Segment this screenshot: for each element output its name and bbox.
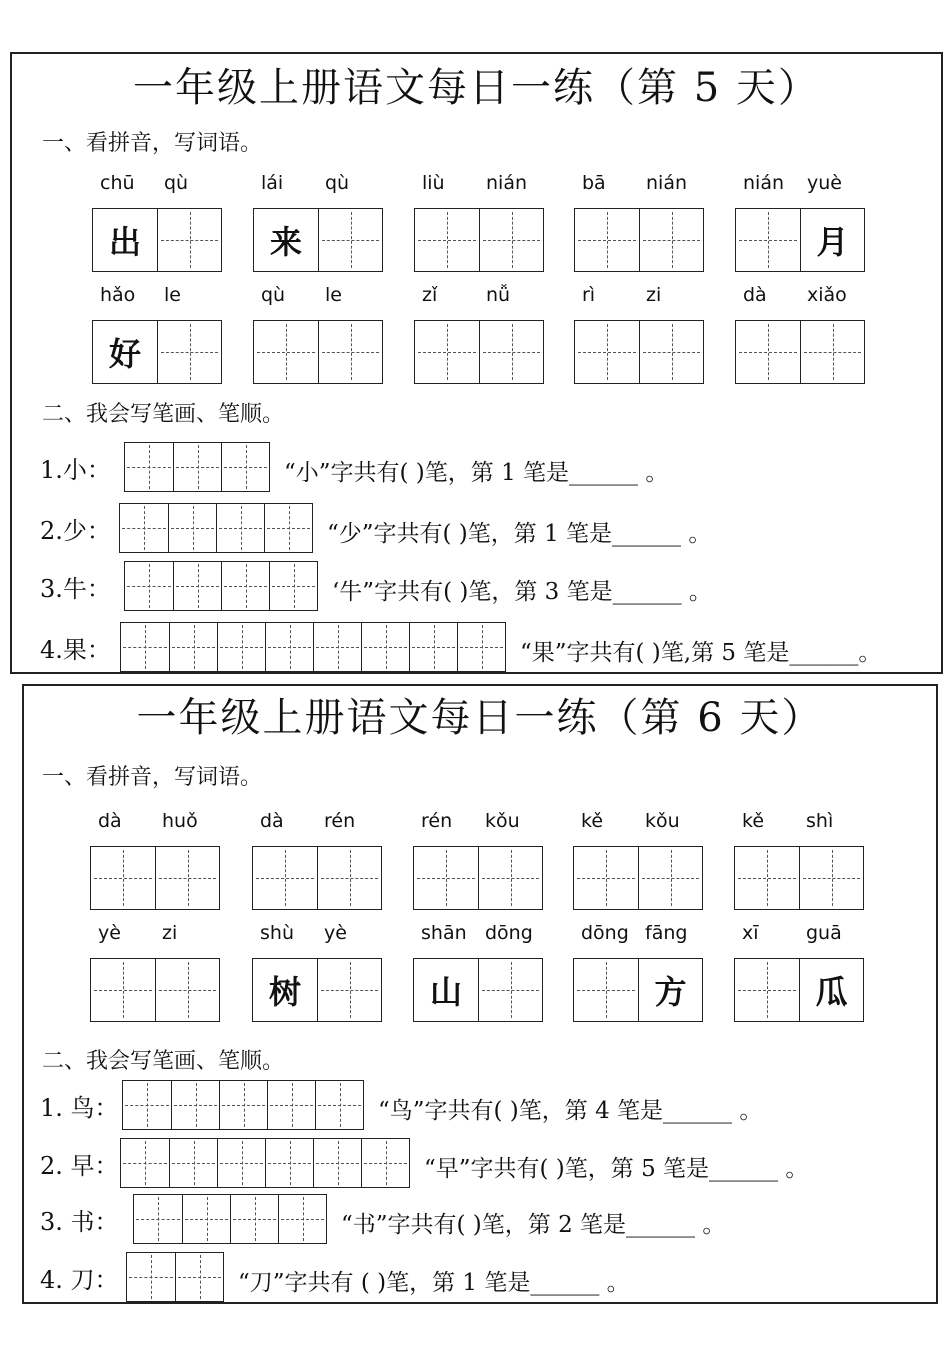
tianzige-cell[interactable] <box>799 847 863 909</box>
pinyin-syllable: dōng <box>485 922 533 944</box>
given-character <box>158 209 221 271</box>
stroke-question-text: ‘牛”字共有( )笔，第 3 笔是______ 。 <box>332 579 712 605</box>
given-character <box>319 321 382 383</box>
worksheet-title: 一年级上册语文每日一练（第 5 天） <box>133 65 820 111</box>
stroke-question-text: “少”字共有( )笔，第 1 笔是______ 。 <box>327 521 712 547</box>
stroke-cell[interactable] <box>216 504 264 552</box>
stroke-item-label: 4.果： <box>40 636 111 664</box>
tianzige-answer-box[interactable] <box>735 208 865 272</box>
worksheet-title: 一年级上册语文每日一练（第 6 天） <box>136 695 824 741</box>
stroke-cell[interactable] <box>269 562 317 610</box>
stroke-item-label: 3.牛： <box>40 575 111 603</box>
tianzige-cell[interactable] <box>479 209 543 271</box>
tianzige-cell[interactable] <box>254 321 318 383</box>
tianzige-cell[interactable] <box>736 209 800 271</box>
pinyin-syllable: zǐ <box>422 284 438 306</box>
given-character <box>735 847 799 909</box>
section-strokes-heading: 二、我会写笔画、笔顺。 <box>42 402 285 427</box>
pinyin-syllable: nián <box>646 172 688 194</box>
given-character <box>800 847 863 909</box>
given-character <box>319 209 382 271</box>
stroke-cell[interactable] <box>265 623 313 671</box>
given-character <box>254 321 318 383</box>
tianzige-cell[interactable] <box>575 209 639 271</box>
given-character <box>639 847 702 909</box>
tianzige-cell[interactable] <box>478 959 542 1021</box>
stroke-cell[interactable] <box>409 623 457 671</box>
stroke-cell[interactable] <box>221 443 269 491</box>
tianzige-answer-box[interactable] <box>253 208 383 272</box>
tianzige-cell[interactable] <box>735 959 799 1021</box>
stroke-cell[interactable] <box>121 1139 169 1187</box>
tianzige-cell[interactable] <box>574 847 638 909</box>
tianzige-cell[interactable] <box>736 321 800 383</box>
given-character <box>574 959 638 1021</box>
tianzige-answer-box[interactable] <box>573 958 703 1022</box>
tianzige-answer-box[interactable] <box>735 320 865 384</box>
stroke-cell[interactable] <box>217 1139 265 1187</box>
stroke-cell[interactable] <box>267 1081 315 1129</box>
stroke-cell[interactable] <box>361 1139 409 1187</box>
stroke-cell[interactable] <box>168 504 216 552</box>
given-character <box>640 209 703 271</box>
given-character <box>414 847 478 909</box>
stroke-cell[interactable] <box>313 623 361 671</box>
given-character <box>156 847 219 909</box>
pinyin-syllable: dà <box>743 284 767 306</box>
pinyin-syllable: bā <box>582 172 606 194</box>
given-character: 月 <box>801 209 864 271</box>
stroke-order-grid[interactable] <box>133 1194 327 1244</box>
stroke-order-grid[interactable] <box>120 1138 410 1188</box>
tianzige-cell[interactable] <box>91 847 155 909</box>
pinyin-syllable: le <box>164 284 181 306</box>
given-character <box>479 847 542 909</box>
given-character <box>415 321 479 383</box>
pinyin-syllable: nián <box>743 172 785 194</box>
stroke-order-grid[interactable] <box>119 503 313 553</box>
given-character <box>318 959 381 1021</box>
pinyin-syllable: nǚ <box>486 284 511 306</box>
pinyin-syllable: rì <box>582 284 596 306</box>
stroke-order-grid[interactable] <box>122 1080 364 1130</box>
tianzige-cell[interactable] <box>735 847 799 909</box>
tianzige-answer-box[interactable] <box>90 846 220 910</box>
stroke-item-label: 3. 书： <box>40 1208 119 1236</box>
stroke-order-grid[interactable] <box>120 622 506 672</box>
stroke-cell[interactable] <box>120 504 168 552</box>
tianzige-answer-box[interactable] <box>574 208 704 272</box>
pinyin-syllable: qù <box>261 284 286 306</box>
pinyin-syllable: dà <box>98 810 122 832</box>
stroke-order-grid[interactable] <box>126 1252 224 1302</box>
given-character <box>156 959 219 1021</box>
stroke-question-text: “书”字共有( )笔，第 2 笔是______ 。 <box>341 1212 726 1238</box>
pinyin-syllable: kǒu <box>485 810 520 832</box>
stroke-question-text: “鸟”字共有( )笔，第 4 笔是______ 。 <box>378 1098 763 1124</box>
stroke-item-label: 1.小： <box>40 456 111 484</box>
stroke-item-label: 2. 早： <box>40 1152 119 1180</box>
tianzige-cell[interactable] <box>155 847 219 909</box>
worksheet-day5 <box>10 52 943 674</box>
given-character <box>575 209 639 271</box>
stroke-cell[interactable] <box>230 1195 278 1243</box>
tianzige-cell[interactable] <box>91 959 155 1021</box>
tianzige-cell[interactable] <box>639 321 703 383</box>
stroke-order-grid[interactable] <box>124 442 270 492</box>
tianzige-cell[interactable] <box>478 847 542 909</box>
tianzige-cell[interactable] <box>318 321 382 383</box>
stroke-cell[interactable] <box>221 562 269 610</box>
stroke-cell[interactable] <box>121 623 169 671</box>
tianzige-cell[interactable] <box>415 321 479 383</box>
stroke-cell[interactable] <box>173 443 221 491</box>
tianzige-cell[interactable] <box>479 321 543 383</box>
tianzige-answer-box[interactable] <box>734 958 864 1022</box>
stroke-cell[interactable] <box>171 1081 219 1129</box>
section-pinyin-heading: 一、看拼音，写词语。 <box>42 765 263 790</box>
stroke-cell[interactable] <box>134 1195 182 1243</box>
given-character <box>480 321 543 383</box>
tianzige-cell[interactable] <box>414 959 478 1021</box>
given-character <box>253 847 317 909</box>
tianzige-cell[interactable] <box>317 847 381 909</box>
tianzige-cell[interactable] <box>638 847 702 909</box>
given-character <box>480 209 543 271</box>
pinyin-syllable: shù <box>260 922 294 944</box>
stroke-order-grid[interactable] <box>124 561 318 611</box>
pinyin-syllable: shì <box>806 810 834 832</box>
tianzige-cell[interactable] <box>638 959 702 1021</box>
tianzige-answer-box[interactable] <box>414 320 544 384</box>
given-character <box>91 847 155 909</box>
pinyin-syllable: dōng <box>581 922 629 944</box>
stroke-cell[interactable] <box>169 1139 217 1187</box>
given-character <box>575 321 639 383</box>
section-pinyin-heading: 一、看拼音，写词语。 <box>42 131 263 156</box>
tianzige-answer-box[interactable] <box>574 320 704 384</box>
tianzige-answer-box[interactable] <box>252 846 382 910</box>
tianzige-answer-box[interactable] <box>573 846 703 910</box>
stroke-cell[interactable] <box>219 1081 267 1129</box>
given-character <box>801 321 864 383</box>
tianzige-cell[interactable] <box>639 209 703 271</box>
given-character <box>479 959 542 1021</box>
stroke-cell[interactable] <box>361 623 409 671</box>
stroke-cell[interactable] <box>125 443 173 491</box>
pinyin-syllable: zi <box>646 284 662 306</box>
tianzige-answer-box[interactable] <box>413 958 543 1022</box>
pinyin-syllable: nián <box>486 172 528 194</box>
tianzige-cell[interactable] <box>799 959 863 1021</box>
given-character: 来 <box>254 209 318 271</box>
tianzige-cell[interactable] <box>254 209 318 271</box>
pinyin-syllable: rén <box>421 810 453 832</box>
stroke-cell[interactable] <box>457 623 505 671</box>
given-character <box>736 321 800 383</box>
tianzige-cell[interactable] <box>318 209 382 271</box>
tianzige-cell[interactable] <box>93 209 157 271</box>
given-character <box>735 959 799 1021</box>
tianzige-answer-box[interactable] <box>414 208 544 272</box>
pinyin-syllable: qù <box>325 172 350 194</box>
given-character: 方 <box>639 959 702 1021</box>
given-character: 出 <box>93 209 157 271</box>
pinyin-syllable: qù <box>164 172 189 194</box>
given-character <box>415 209 479 271</box>
pinyin-syllable: xī <box>742 922 759 944</box>
pinyin-syllable: fāng <box>645 922 688 944</box>
tianzige-cell[interactable] <box>157 209 221 271</box>
tianzige-answer-box[interactable] <box>92 320 222 384</box>
given-character <box>574 847 638 909</box>
given-character <box>736 209 800 271</box>
stroke-item-label: 2.少： <box>40 517 111 545</box>
given-character: 好 <box>93 321 157 383</box>
given-character <box>318 847 381 909</box>
pinyin-syllable: lái <box>261 172 284 194</box>
stroke-cell[interactable] <box>123 1081 171 1129</box>
tianzige-answer-box[interactable] <box>90 958 220 1022</box>
tianzige-answer-box[interactable] <box>734 846 864 910</box>
tianzige-cell[interactable] <box>253 847 317 909</box>
given-character <box>91 959 155 1021</box>
stroke-cell[interactable] <box>265 1139 313 1187</box>
pinyin-syllable: le <box>325 284 342 306</box>
tianzige-cell[interactable] <box>157 321 221 383</box>
tianzige-answer-box[interactable] <box>253 320 383 384</box>
given-character <box>640 321 703 383</box>
stroke-item-label: 1. 鸟： <box>40 1094 119 1122</box>
tianzige-answer-box[interactable] <box>92 208 222 272</box>
stroke-cell[interactable] <box>182 1195 230 1243</box>
stroke-cell[interactable] <box>173 562 221 610</box>
tianzige-answer-box[interactable] <box>413 846 543 910</box>
pinyin-syllable: yuè <box>807 172 842 194</box>
tianzige-cell[interactable] <box>575 321 639 383</box>
stroke-cell[interactable] <box>313 1139 361 1187</box>
given-character <box>158 321 221 383</box>
section-strokes-heading: 二、我会写笔画、笔顺。 <box>42 1049 285 1074</box>
stroke-item-label: 4. 刀： <box>40 1266 119 1294</box>
tianzige-cell[interactable] <box>414 847 478 909</box>
worksheet-day6 <box>22 684 938 1304</box>
pinyin-syllable: chū <box>100 172 135 194</box>
pinyin-syllable: xiǎo <box>807 284 847 306</box>
stroke-cell[interactable] <box>127 1253 175 1301</box>
pinyin-syllable: rén <box>324 810 356 832</box>
pinyin-syllable: kě <box>581 810 604 832</box>
pinyin-syllable: kě <box>742 810 765 832</box>
stroke-cell[interactable] <box>217 623 265 671</box>
tianzige-cell[interactable] <box>574 959 638 1021</box>
stroke-cell[interactable] <box>169 623 217 671</box>
tianzige-cell[interactable] <box>800 209 864 271</box>
stroke-question-text: “小”字共有( )笔，第 1 笔是______ 。 <box>284 460 669 486</box>
stroke-question-text: “刀”字共有 ( )笔，第 1 笔是______ 。 <box>238 1270 630 1296</box>
pinyin-syllable: hǎo <box>100 284 136 306</box>
pinyin-syllable: yè <box>98 922 121 944</box>
tianzige-cell[interactable] <box>93 321 157 383</box>
pinyin-syllable: shān <box>421 922 467 944</box>
tianzige-cell[interactable] <box>155 959 219 1021</box>
pinyin-syllable: dà <box>260 810 284 832</box>
tianzige-cell[interactable] <box>800 321 864 383</box>
pinyin-syllable: liù <box>422 172 445 194</box>
tianzige-cell[interactable] <box>317 959 381 1021</box>
stroke-question-text: “果”字共有( )笔,第 5 笔是______。 <box>520 640 882 666</box>
given-character: 山 <box>414 959 478 1021</box>
stroke-question-text: “早”字共有( )笔，第 5 笔是______ 。 <box>424 1156 809 1182</box>
stroke-cell[interactable] <box>278 1195 326 1243</box>
given-character: 瓜 <box>800 959 863 1021</box>
pinyin-syllable: zi <box>162 922 178 944</box>
tianzige-cell[interactable] <box>253 959 317 1021</box>
tianzige-cell[interactable] <box>415 209 479 271</box>
pinyin-syllable: huǒ <box>162 810 198 832</box>
stroke-cell[interactable] <box>125 562 173 610</box>
stroke-cell[interactable] <box>315 1081 363 1129</box>
given-character: 树 <box>253 959 317 1021</box>
stroke-cell[interactable] <box>175 1253 223 1301</box>
pinyin-syllable: kǒu <box>645 810 680 832</box>
pinyin-syllable: yè <box>324 922 347 944</box>
stroke-cell[interactable] <box>264 504 312 552</box>
pinyin-syllable: guā <box>806 922 842 944</box>
tianzige-answer-box[interactable] <box>252 958 382 1022</box>
